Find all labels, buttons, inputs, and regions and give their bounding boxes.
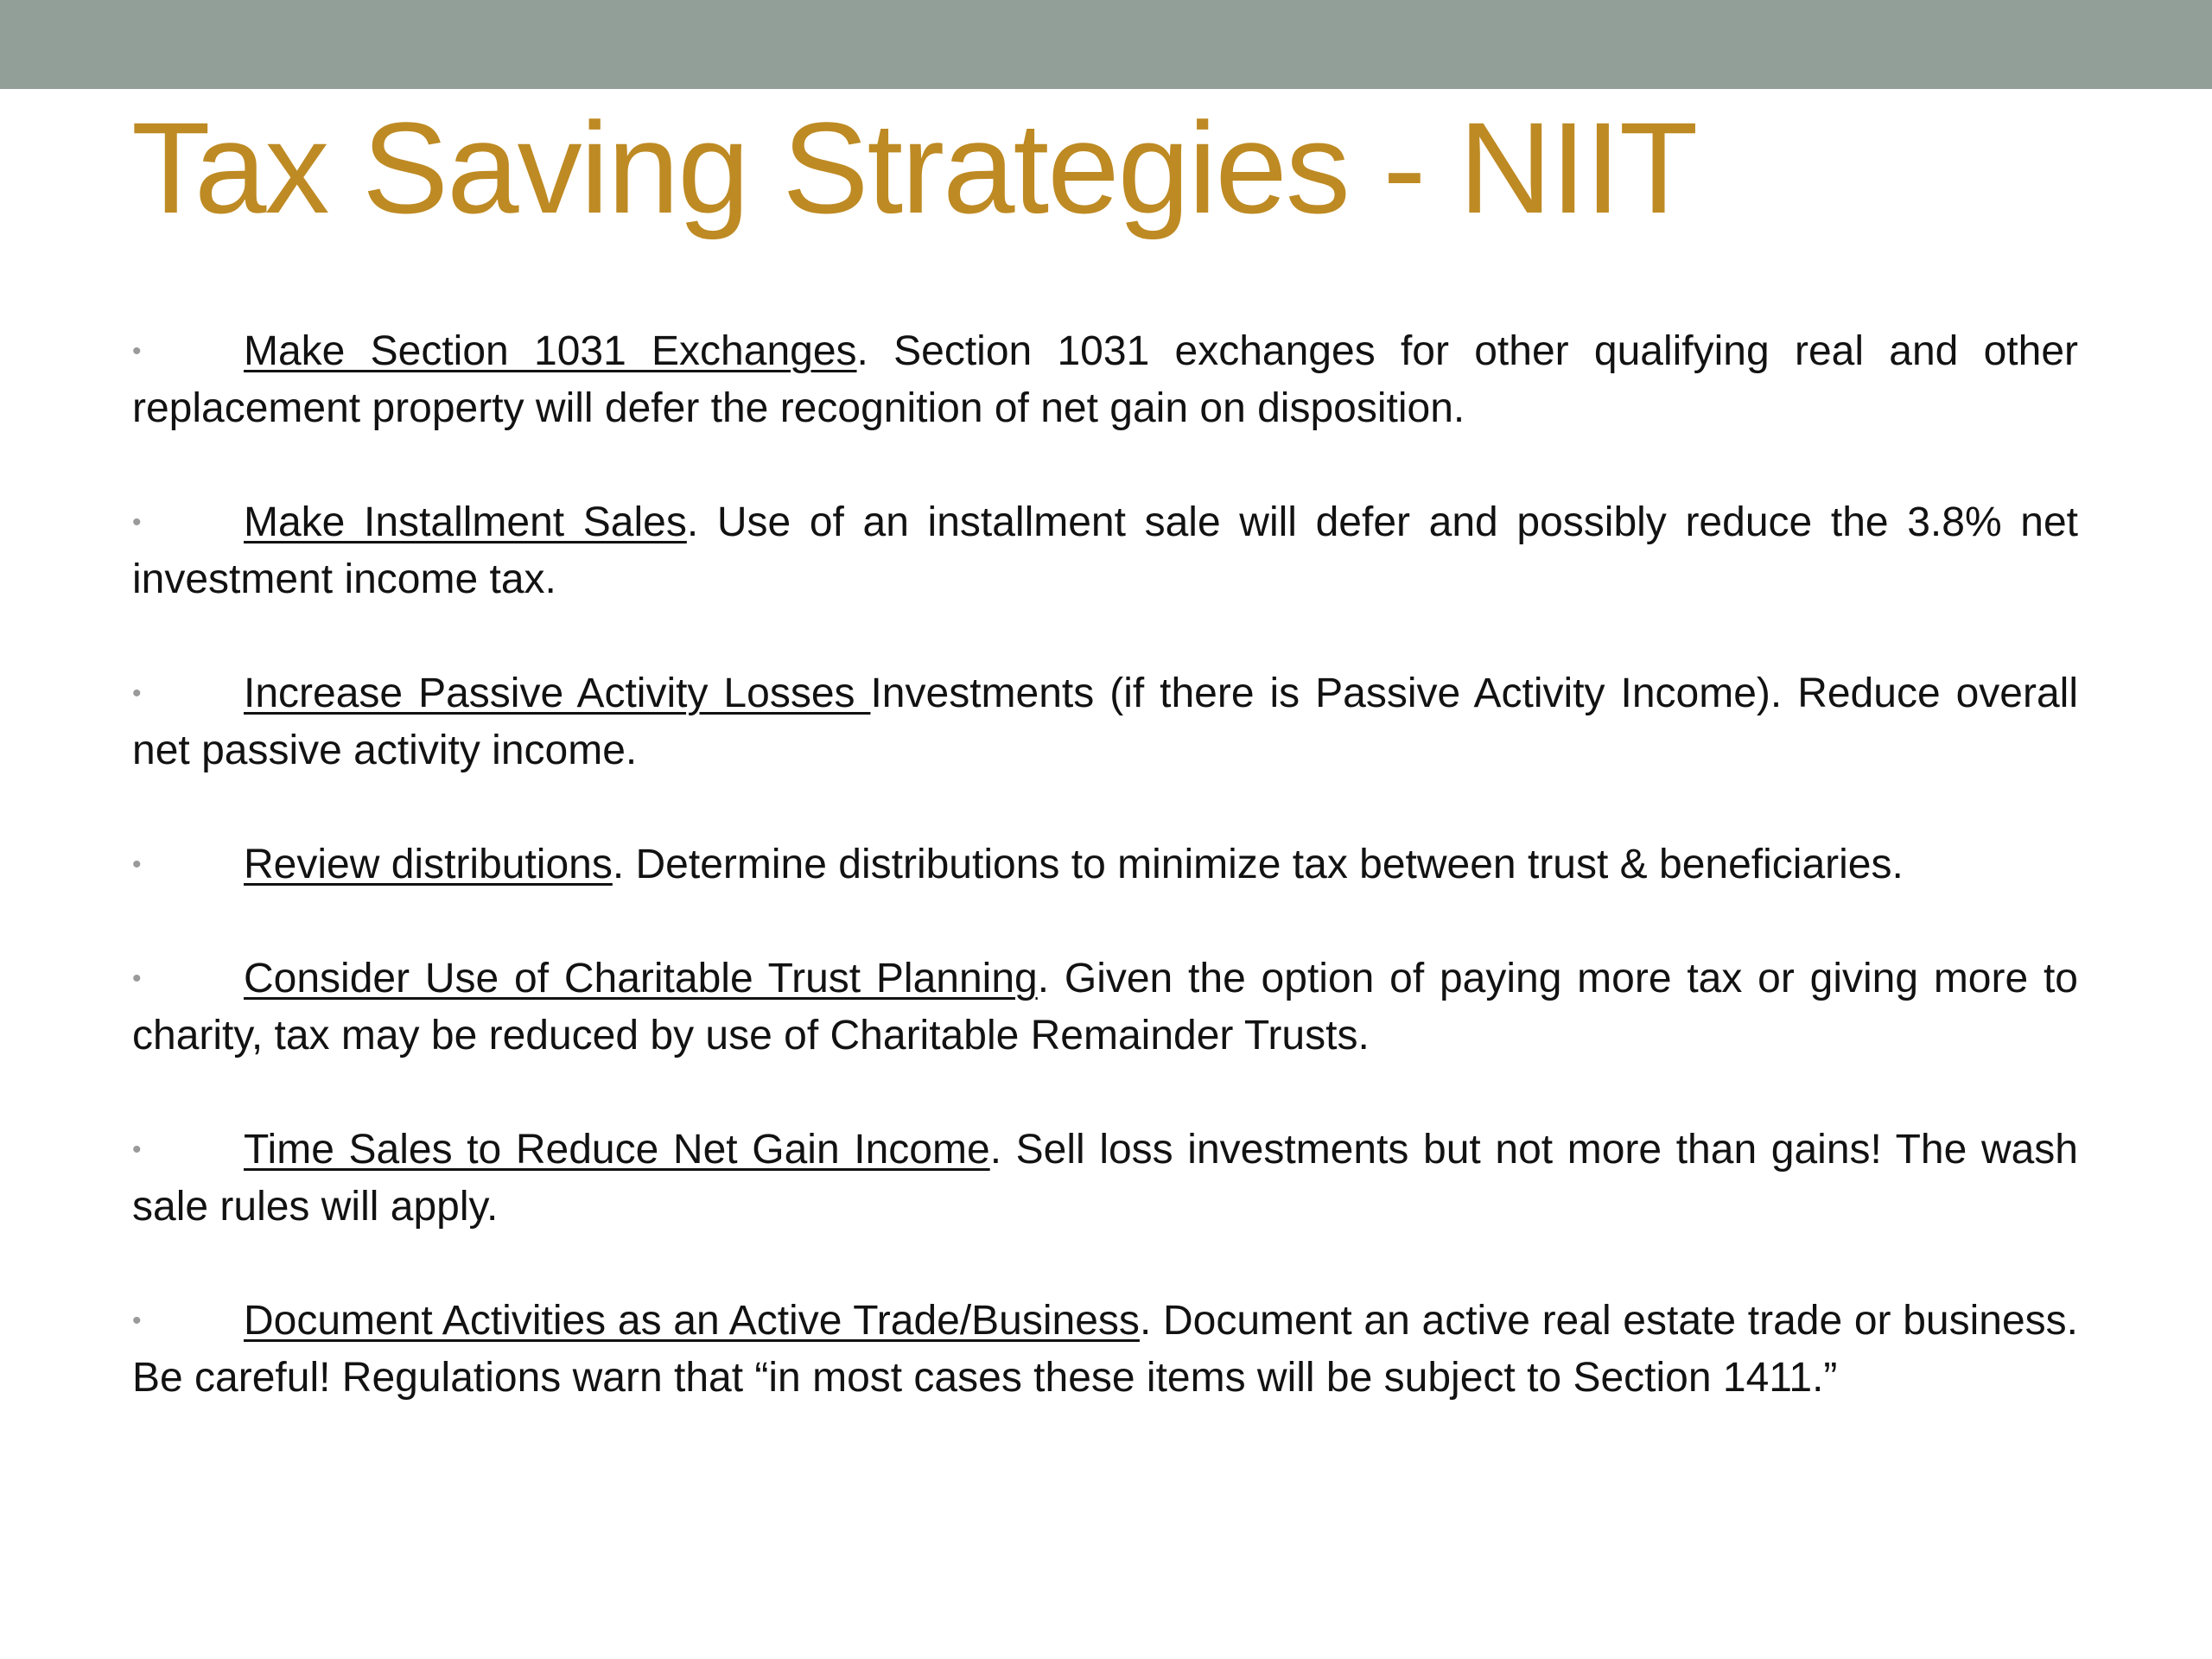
bullet-icon: • <box>132 1306 142 1335</box>
item-text: Investments (if there is Passive Activity Income). Reduce overall net passive activity income. <box>132 671 2078 773</box>
bullet-item-installment-sales <box>132 494 2078 608</box>
item-text: . Sell loss investments but not more than gains! The wash sale rules will apply. <box>132 1127 2079 1230</box>
item-heading: Document Activities as an Active Trade/Business <box>244 1298 1140 1344</box>
bullet-item-review-distributions <box>132 836 2078 893</box>
bullet-list <box>132 323 2078 1407</box>
item-heading: Review distributions <box>244 842 613 887</box>
item-heading: Make Installment Sales <box>244 499 687 545</box>
bullet-item-document-activities <box>132 1293 2078 1407</box>
item-text: . Section 1031 exchanges for other qualifying real and other replacement property will defer the recognition of net gain on disposition. <box>132 328 2078 431</box>
bullet-icon: • <box>132 508 142 537</box>
item-heading: Make Section 1031 Exchanges <box>244 328 857 374</box>
bullet-item-time-sales <box>132 1122 2078 1236</box>
item-text: . Use of an installment sale will defer and possibly reduce the 3.8% net investment income tax. <box>132 499 2079 602</box>
top-header-band <box>0 0 2212 89</box>
bullet-icon: • <box>132 679 142 708</box>
bullet-icon: • <box>132 1135 142 1164</box>
bullet-icon: • <box>132 964 142 993</box>
slide-title: Tax Saving Strategies - NIIT <box>131 95 1697 240</box>
item-heading: Consider Use of Charitable Trust Planning <box>244 956 1038 1001</box>
bullet-icon: • <box>132 850 142 879</box>
item-text: . Determine distributions to minimize tax between trust & beneficiaries. <box>612 842 1904 887</box>
bullet-icon: • <box>132 337 142 365</box>
bullet-item-charitable-trust-planning <box>132 950 2078 1065</box>
item-text: . Document an active real estate trade or business. Be careful! Regulations warn that “in most cases these items will be subject to Section 1411.” <box>132 1298 2078 1401</box>
item-text: . Given the option of paying more tax or giving more to charity, tax may be reduced by use of Charitable Remainder Trusts. <box>132 956 2078 1058</box>
bullet-item-passive-activity-losses <box>132 665 2078 779</box>
item-heading: Increase Passive Activity Losses <box>244 671 871 716</box>
item-heading: Time Sales to Reduce Net Gain Income <box>244 1127 990 1173</box>
bullet-item-1031-exchanges <box>132 323 2078 437</box>
